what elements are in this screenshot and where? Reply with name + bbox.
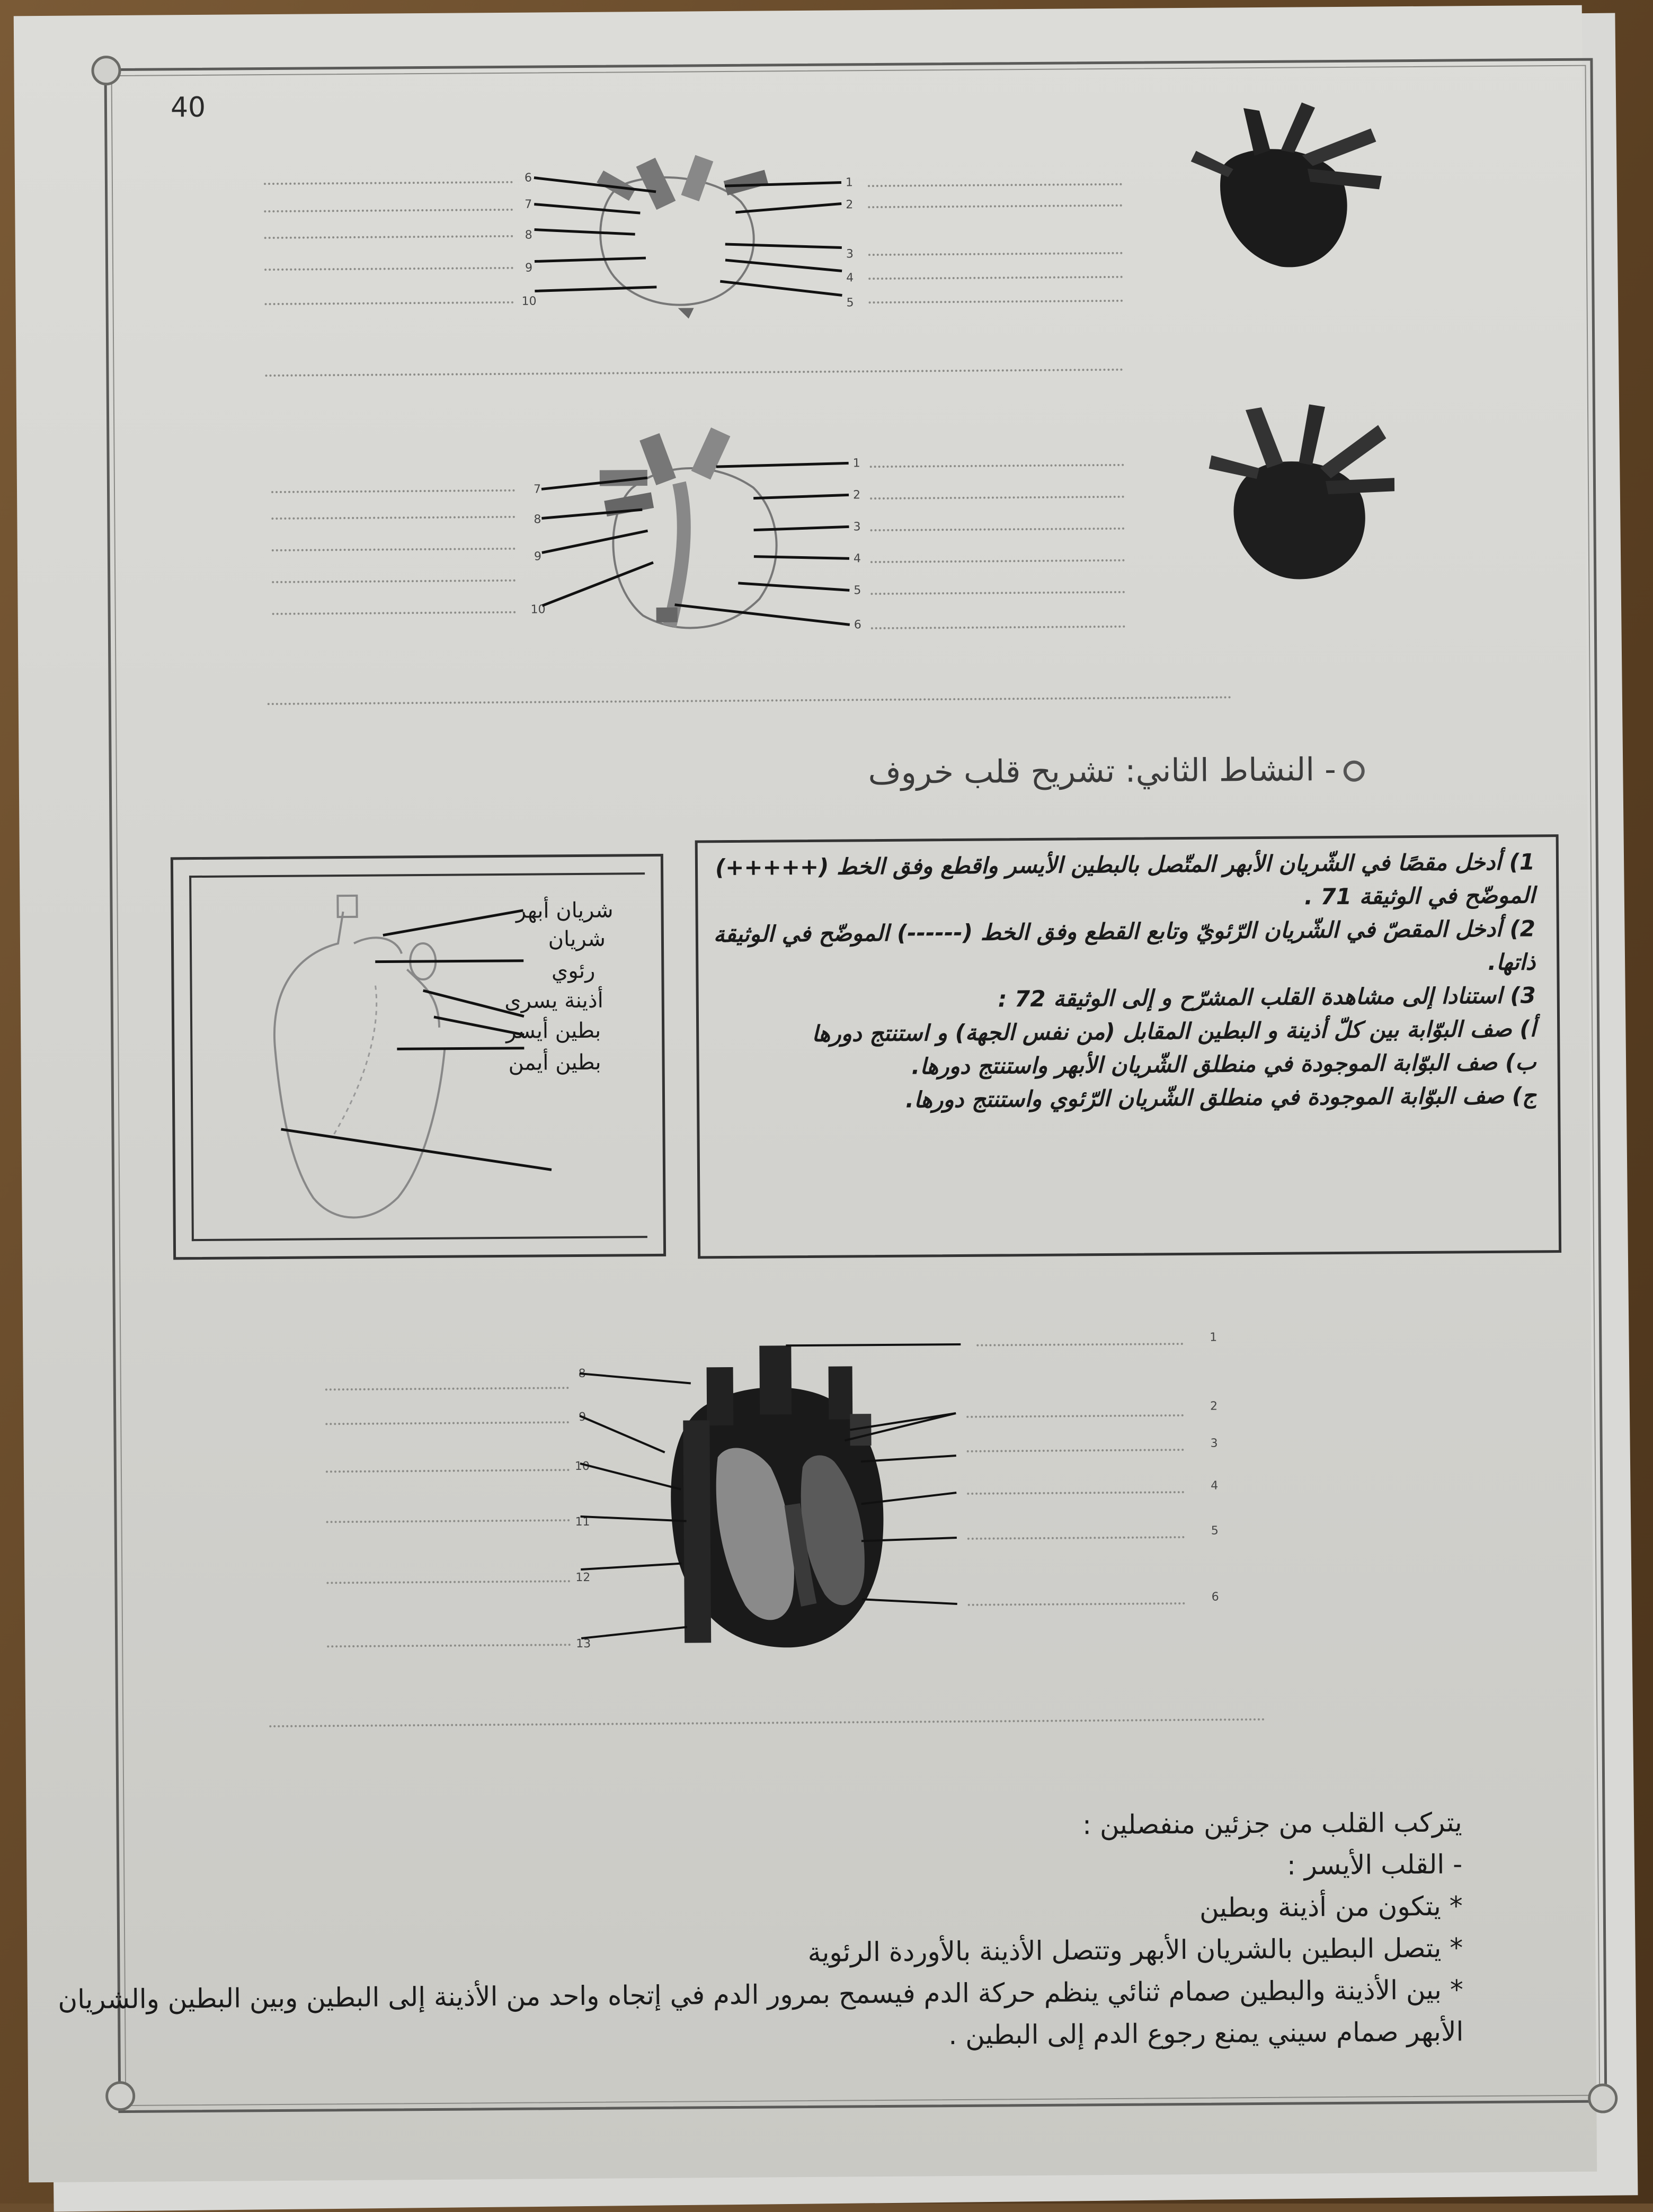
heart-line-drawing [541, 423, 860, 637]
label-number: 3 [853, 520, 861, 534]
label-number: 6 [524, 171, 532, 185]
sheep-heart-photo-top [1180, 96, 1393, 289]
label-number: 8 [525, 228, 532, 242]
activity-heading: - النشاط الثاني: تشريح قلب خروف [868, 751, 1365, 792]
page-number: 40 [170, 91, 206, 124]
label-number: 2 [1210, 1399, 1218, 1413]
label-number: 3 [1210, 1437, 1218, 1450]
frame-corner-ornament [105, 2081, 135, 2111]
label-number: 1 [845, 176, 854, 190]
label-number: 9 [579, 1410, 586, 1424]
label-pulmonary: رئوي [551, 958, 596, 984]
label-number: 4 [1211, 1479, 1219, 1493]
label-number: 13 [576, 1637, 591, 1651]
label-number: 9 [525, 261, 533, 275]
sheep-heart-photo-middle [1203, 388, 1406, 591]
label-number: 4 [853, 552, 861, 566]
label-number: 2 [846, 198, 854, 212]
label-number: 4 [846, 271, 854, 285]
frame-corner-ornament [1588, 2083, 1618, 2113]
label-number: 10 [521, 295, 537, 308]
label-number: 6 [854, 618, 861, 632]
bullet-icon [1344, 761, 1365, 782]
label-right-ventricle: بطين أيمن [508, 1050, 601, 1075]
label-number: 11 [575, 1515, 590, 1529]
summary-text: يتركب القلب من جزئين منفصلين : - القلب الأيسر : * يتكون من أذينة وبطين * يتصل البطين بالشريان الأبهر وتتصل الأذينة بالأوردة الرئوية * بين الأذينة والبطين صمام ثنائي ينظم حركة الدم فيسمح بمرور الدم في إتجاه واحد من الأذينة إلى البطين وبين البطين والشريان الأبهر صمام سيني يمنع رجوع الدم إلى البطين . [58, 1807, 1464, 2051]
label-number: 10 [574, 1459, 590, 1474]
label-aorta: شريان أبهر [516, 898, 614, 923]
instructions-text: 1) أدخل مقصًا في الشّريان الأبهر المتّصل بالبطين الأيسر واقطع وفق الخط (+++++) الموضّح في الوثيقة 71 . 2) أدخل المقصّ في الشّريان الرّئويّ وتابع القطع وفق الخط (------) الموضّح في الوثيقة ذاتها. 3) استنادا إلى مشاهدة القلب المشرّح و إلى الوثيقة 72 : أ) صف البوّابة بين كلّ أذينة و البطين المقابل (من نفس الجهة) و استنتج دورها ب) صف البوّابة الموجودة في منطلق الشّريان الأبهر واستنتج دورها. ج) صف البوّابة الموجودة في منطلق الشّريان الرّئوي واستنتج دورها. [713, 849, 1537, 1113]
label-left-atrium: أذينة يسرى [504, 988, 603, 1013]
label-number: 9 [534, 550, 541, 564]
label-number: 1 [852, 457, 860, 470]
label-number: 7 [525, 198, 532, 211]
label-left-ventricle: بطين أيسر [505, 1018, 601, 1043]
label-number: 5 [854, 584, 861, 597]
label-number: 6 [1211, 1590, 1219, 1604]
label-number: 10 [530, 603, 546, 617]
dissection-diagram-box [171, 854, 666, 1260]
label-number: 5 [1211, 1524, 1219, 1538]
label-number: 8 [534, 513, 541, 527]
label-number: 7 [533, 483, 541, 496]
heart-line-drawing [534, 153, 853, 325]
label-artery: شريان [548, 926, 606, 952]
heart-cross-section [574, 1328, 989, 1665]
instructions-box [695, 834, 1561, 1259]
label-number: 2 [853, 488, 861, 502]
label-number: 12 [575, 1571, 591, 1585]
frame-corner-ornament [91, 56, 121, 85]
label-number: 8 [578, 1367, 586, 1381]
label-number: 5 [846, 296, 854, 310]
label-number: 3 [846, 247, 854, 261]
worksheet-page [14, 5, 1597, 2183]
label-number: 1 [1210, 1331, 1217, 1344]
